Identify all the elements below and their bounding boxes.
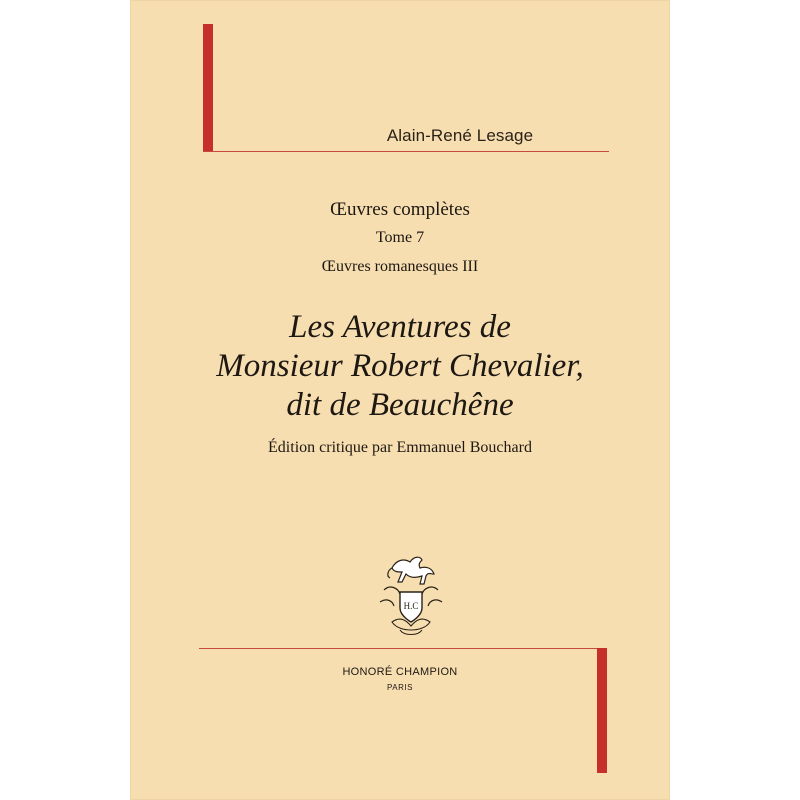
series-title: Œuvres complètes [330,199,470,220]
edition-credit: Édition critique par Emmanuel Bouchard [268,439,532,456]
book-cover [130,0,670,800]
title-line: dit de Beauchêne [286,387,514,423]
publisher-logo-icon [370,550,452,640]
tome-number: Tome 7 [375,229,425,246]
bottom-rule [199,648,607,649]
title-line: Les Aventures de [289,309,511,345]
logo-monogram: H.C [403,601,419,611]
publisher-name: HONORÉ CHAMPION [342,666,458,678]
book-title [130,308,670,425]
author-name: Alain-René Lesage [386,126,534,145]
top-rule [203,151,609,152]
publisher-city: PARIS [387,683,413,692]
title-line: Monsieur Robert Chevalier, [216,348,584,384]
subseries-title: Œuvres romanesques III [321,258,479,275]
top-accent-bar [203,24,213,151]
